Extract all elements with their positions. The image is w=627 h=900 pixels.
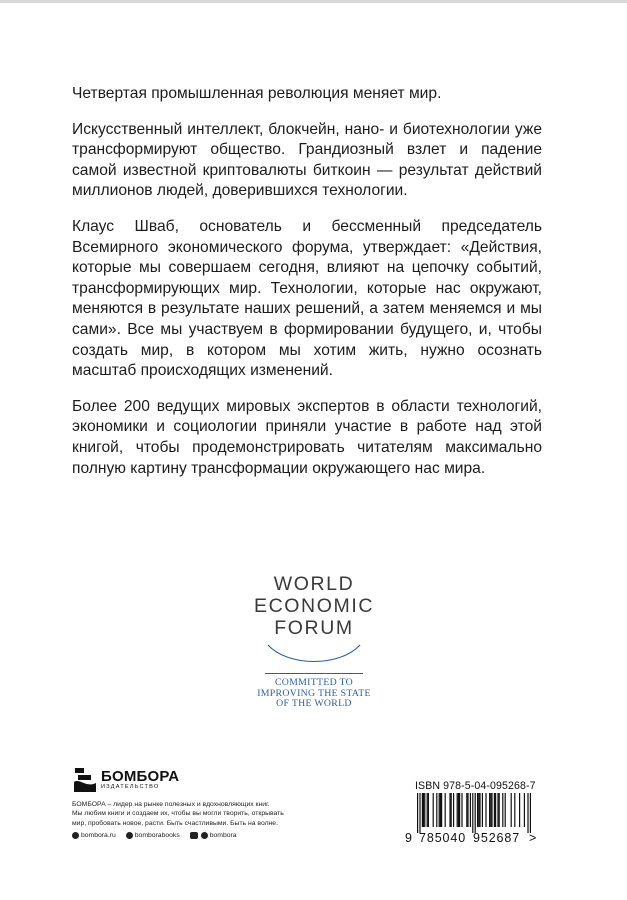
barcode-bar bbox=[459, 793, 460, 827]
barcode-bar bbox=[461, 793, 462, 827]
barcode-bar bbox=[485, 793, 486, 827]
barcode-bar bbox=[436, 793, 437, 827]
paragraph-4: Более 200 ведущих мировых экспертов в области технологий, экономики и социологии приняли участие в работе над этой книгой, чтобы продемонстрировать читателям максимально полную картину трансформации окружающего нас мира. bbox=[72, 397, 542, 477]
social-link-site bbox=[72, 832, 116, 839]
wef-arc-icon bbox=[264, 641, 364, 671]
barcode-bar bbox=[494, 793, 495, 827]
publisher-description bbox=[72, 800, 332, 828]
barcode-bar bbox=[489, 793, 490, 827]
barcode-bar bbox=[466, 793, 467, 827]
barcode-bar bbox=[472, 793, 473, 833]
barcode-bar bbox=[519, 793, 520, 827]
social-label-bombora: bombora bbox=[209, 832, 237, 840]
publisher-description-line-2: Мы любим книги и создаем их, чтобы вы могли творить, открывать bbox=[72, 810, 284, 818]
youtube-icon bbox=[126, 832, 133, 839]
barcode-bar bbox=[479, 793, 480, 827]
barcode-bar bbox=[428, 793, 429, 827]
wef-tagline-1: COMMITTED TO bbox=[274, 677, 354, 688]
social-link-books bbox=[126, 832, 180, 839]
barcode-bar bbox=[470, 793, 471, 827]
barcode-bar bbox=[505, 793, 506, 827]
barcode-bar bbox=[422, 793, 423, 827]
barcode-bar bbox=[451, 793, 452, 827]
publisher-block bbox=[72, 766, 332, 839]
barcode-bar bbox=[499, 793, 500, 827]
barcode-bar bbox=[427, 793, 428, 827]
paragraph-3: Клаус Шваб, основатель и бессменный председатель Всемирного экономического форума, утверждает: «Действия, которые мы совершаем сегодня, влияют на цепочку событий, трансформирующих мир. Технологии, которые нас окружают, меняются в результате наших решений, а затем меняемся и мы сами». Все мы участвуем в формировании будущего, и, чтобы создать мир, в котором мы хотим жить, нужно осознать масштаб происходящих изменений. bbox=[72, 217, 542, 380]
wef-logo-line-economic: ECONOMIC bbox=[253, 595, 375, 617]
barcode-arrow: > bbox=[529, 831, 537, 845]
social-label-books: bomborabooks bbox=[134, 832, 180, 840]
wef-logo-line-forum: FORUM bbox=[274, 617, 354, 639]
barcode-bar bbox=[524, 793, 525, 827]
barcode-digits-right: 952687 bbox=[473, 831, 521, 845]
barcode-bar bbox=[495, 793, 496, 827]
barcode-bar bbox=[514, 793, 515, 827]
isbn-block bbox=[405, 780, 545, 845]
barcode-bar bbox=[417, 793, 418, 833]
barcode-bar bbox=[445, 793, 446, 827]
barcode-bar bbox=[475, 793, 476, 833]
barcode-bar bbox=[527, 793, 528, 833]
publisher-description-line-3: мир, пробовать новое, расти. Быть счастливыми. Быть на волне. bbox=[72, 819, 278, 827]
publisher-logo bbox=[72, 766, 332, 794]
barcode-digit-first: 9 bbox=[405, 831, 412, 845]
barcode-bar bbox=[424, 793, 425, 827]
paragraph-1: Четвертая промышленная революция меняет мир. bbox=[72, 85, 442, 102]
isbn-text: ISBN 978-5-04-095268-7 bbox=[415, 780, 536, 792]
wef-tagline-3: OF THE WORLD bbox=[276, 698, 352, 709]
publisher-subtitle: ИЗДАТЕЛЬСТВО bbox=[101, 784, 160, 791]
barcode-bar bbox=[491, 793, 492, 827]
barcode-digits bbox=[405, 831, 545, 845]
barcode-bar bbox=[433, 793, 434, 827]
social-link-bombora bbox=[190, 832, 237, 839]
paragraph-2: Искусственный интеллект, блокчейн, нано- и биотехнологии уже трансформируют общество. Грандиозный взлет и падение самой известной криптовалюты биткоин — результат действий миллионов людей, доверившихся технологии. bbox=[72, 120, 542, 200]
barcode-bar bbox=[449, 793, 450, 827]
top-edge-line bbox=[0, 0, 627, 3]
barcode-bar bbox=[453, 793, 454, 827]
publisher-name: БОМБОРА bbox=[101, 768, 180, 786]
telegram-icon bbox=[201, 832, 208, 839]
barcode-bar bbox=[440, 793, 441, 827]
barcode-bar bbox=[490, 793, 491, 827]
barcode-bar bbox=[441, 793, 442, 827]
barcode-bar bbox=[502, 793, 503, 827]
barcode-digits-left: 785040 bbox=[419, 831, 467, 845]
wef-divider bbox=[265, 673, 363, 674]
social-label-site: bombora.ru bbox=[81, 832, 116, 840]
barcode-bar bbox=[530, 793, 531, 833]
wef-tagline-2: IMPROVING THE STATE bbox=[257, 687, 371, 699]
barcode-bar bbox=[457, 793, 458, 827]
wef-logo-line-world: WORLD bbox=[273, 573, 355, 595]
barcode-bar bbox=[511, 793, 512, 827]
barcode bbox=[405, 793, 535, 833]
barcode-bar bbox=[423, 793, 424, 827]
publisher-description-line-1: БОМБОРА – лидер на рынке полезных и вдохновляющих книг. bbox=[72, 801, 270, 808]
barcode-bar bbox=[478, 793, 479, 827]
barcode-bar bbox=[419, 793, 420, 833]
barcode-bar bbox=[477, 793, 478, 827]
barcode-bar bbox=[497, 793, 498, 827]
barcode-bar bbox=[458, 793, 459, 827]
barcode-bar bbox=[482, 793, 483, 827]
barcode-bar bbox=[439, 793, 440, 827]
annotation-text bbox=[72, 84, 542, 494]
wef-logo bbox=[214, 573, 414, 710]
vk-icon bbox=[190, 832, 198, 839]
instagram-icon bbox=[72, 832, 79, 839]
publisher-social-links bbox=[72, 832, 332, 839]
barcode-bar bbox=[467, 793, 468, 827]
bombora-wave-icon bbox=[72, 766, 98, 794]
